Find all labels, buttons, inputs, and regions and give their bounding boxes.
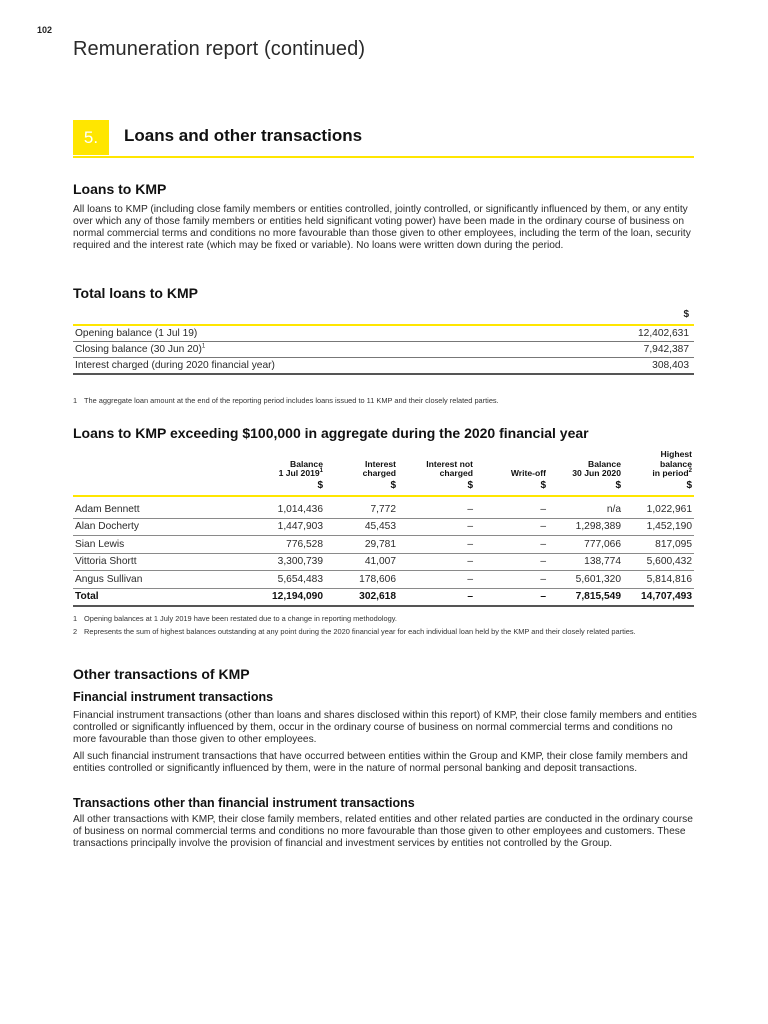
table-cell: 14,707,493 — [623, 588, 694, 606]
column-currency: $ — [325, 481, 398, 497]
other-transactions-text: All other transactions with KMP, their close family members, related entities and other related parties are conducted in the ordinary course of business on normal commercial terms and conditions no more favourable than those given to other employees and customers. These transactions principally involve the provision of financial and investment services by entities not controlled by the Group. — [73, 814, 693, 849]
kmp-name: Sian Lewis — [73, 536, 203, 554]
row-label: Closing balance (30 Jun 20)$^1$ — [73, 342, 556, 358]
total-loans-footnote: 1 The aggregate loan amount at the end of the reporting period includes loans issued to 11 KMP and their closely related parties. — [73, 396, 499, 405]
total-row — [73, 588, 694, 606]
row-value: 308,403 — [556, 358, 694, 375]
kmp-loans-footnotes — [73, 614, 695, 637]
table-cell: 178,606 — [325, 571, 398, 589]
column-header: Balance 30 Jun 2020 — [572, 458, 621, 478]
table-cell: – — [398, 496, 475, 518]
table-cell: 1,022,961 — [623, 496, 694, 518]
table-cell: – — [475, 588, 548, 606]
other-transactions-heading: Other transactions of KMP — [73, 666, 250, 682]
column-header: Highest balance in period$^2$ — [652, 449, 692, 478]
other-transactions-subheading: Transactions other than financial instrument transactions — [73, 796, 415, 810]
column-header: Interest not charged — [426, 458, 473, 478]
total-label: Total — [73, 588, 203, 606]
financial-instrument-heading: Financial instrument transactions — [73, 690, 274, 704]
table-cell: 1,298,389 — [548, 518, 623, 536]
table-row — [73, 536, 694, 554]
table-cell: 5,654,483 — [203, 571, 325, 589]
kmp-name: Vittoria Shortt — [73, 553, 203, 571]
section-title: Loans and other transactions — [124, 126, 363, 145]
table-row — [73, 518, 694, 536]
footnote: 2 Represents the sum of highest balances outstanding at any point during the 2020 financial year for each individual loan held by the KMP and their closely related parties. — [73, 627, 636, 636]
table-cell: 5,814,816 — [623, 571, 694, 589]
loans-to-kmp-heading: Loans to KMP — [73, 181, 167, 197]
column-currency: $ — [398, 481, 475, 497]
column-header: Interest charged — [362, 458, 396, 478]
table-cell: 5,601,320 — [548, 571, 623, 589]
table-cell: 1,014,436 — [203, 496, 325, 518]
row-label: Opening balance (1 Jul 19) — [73, 325, 556, 342]
table-cell: 3,300,739 — [203, 553, 325, 571]
table-row — [73, 496, 694, 518]
loans-to-kmp-text: All loans to KMP (including close family members or entities controlled, jointly controlled, or significantly influenced by them, or any entity over which any of those family members or entities held significant voting power) have been made in the ordinary course of business on normal commercial terms and conditions no more favourable than those given to other employees, including the term of the loan, security required and the interest rate (which may be fixed or variable). No loans were written down during the period. — [73, 204, 691, 251]
table-cell: – — [398, 588, 475, 606]
table-cell: 45,453 — [325, 518, 398, 536]
column-header: Write-off — [510, 468, 546, 478]
table-cell: 777,066 — [548, 536, 623, 554]
table-cell: 302,618 — [325, 588, 398, 606]
kmp-loans-heading: Loans to KMP exceeding $100,000 in aggregate during the 2020 financial year — [73, 425, 589, 441]
table-cell: – — [398, 553, 475, 571]
table-cell: – — [398, 536, 475, 554]
total-loans-table — [73, 324, 694, 375]
table-cell: 5,600,432 — [623, 553, 694, 571]
table-cell: – — [398, 571, 475, 589]
column-currency: $ — [475, 481, 548, 497]
table-cell: 12,194,090 — [203, 588, 325, 606]
table-cell: – — [475, 496, 548, 518]
currency-header-row — [73, 481, 694, 497]
table-cell: 1,447,903 — [203, 518, 325, 536]
table-cell: – — [475, 536, 548, 554]
row-value: 7,942,387 — [556, 342, 694, 358]
kmp-loans-table — [73, 450, 694, 607]
kmp-name: Angus Sullivan — [73, 571, 203, 589]
column-currency: $ — [623, 481, 694, 497]
table-cell: 7,815,549 — [548, 588, 623, 606]
table-row — [73, 342, 694, 358]
table-cell: 776,528 — [203, 536, 325, 554]
column-header: Balance 1 Jul 2019$^1$ — [278, 458, 323, 478]
row-label: Interest charged (during 2020 financial year) — [73, 358, 556, 375]
footnote: 1 Opening balances at 1 July 2019 have been restated due to a change in reporting methodology. — [73, 614, 397, 623]
page-number: 102 — [37, 25, 53, 35]
total-loans-currency: $ — [683, 309, 689, 320]
column-currency: $ — [548, 481, 623, 497]
row-value: 12,402,631 — [556, 325, 694, 342]
financial-instrument-text-1: Financial instrument transactions (other than loans and shares disclosed within this report) of KMP, their close family members and entities controlled or significantly influenced by them, occur in the ordinary course of business on normal commercial terms and conditions no more favourable than those given to other employees. — [73, 710, 697, 745]
table-cell: 41,007 — [325, 553, 398, 571]
table-cell: – — [398, 518, 475, 536]
section-number-badge: 5. — [73, 120, 109, 155]
table-row — [73, 325, 694, 342]
column-currency: $ — [203, 481, 325, 497]
table-cell: 7,772 — [325, 496, 398, 518]
table-row — [73, 571, 694, 589]
table-cell: 817,095 — [623, 536, 694, 554]
section-header — [73, 120, 694, 158]
table-cell: – — [475, 571, 548, 589]
table-row — [73, 358, 694, 375]
total-loans-heading: Total loans to KMP — [73, 285, 198, 301]
financial-instrument-text-2: All such financial instrument transactions that have occurred between entities within the Group and KMP, their close family members and entities controlled or significantly influenced by them, were in the nature of normal personal banking and deposit transactions. — [73, 751, 688, 774]
table-row — [73, 553, 694, 571]
table-cell: – — [475, 518, 548, 536]
kmp-name: Alan Docherty — [73, 518, 203, 536]
table-cell: 138,774 — [548, 553, 623, 571]
table-cell: – — [475, 553, 548, 571]
table-cell: 29,781 — [325, 536, 398, 554]
page-title: Remuneration report (continued) — [73, 38, 366, 60]
table-cell: n/a — [548, 496, 623, 518]
table-cell: 1,452,190 — [623, 518, 694, 536]
table-header-row — [73, 450, 694, 481]
kmp-name: Adam Bennett — [73, 496, 203, 518]
